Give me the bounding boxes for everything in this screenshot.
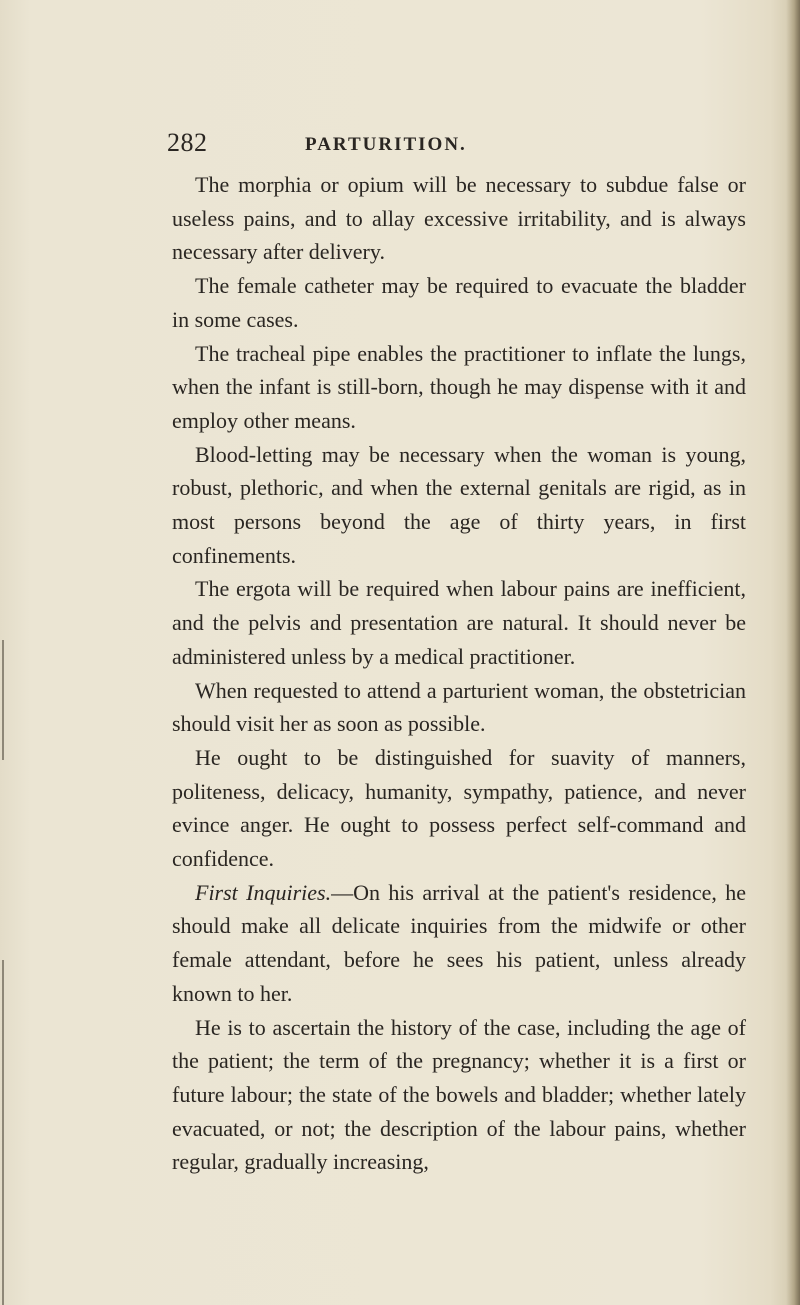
- page-edge-shadow: [786, 0, 800, 1305]
- paragraph-text: —On his arrival at the patient's residence, he should make all delicate inquiries from the midwife or other female attendant, before he sees his patient, unless already known to her.: [172, 879, 746, 1006]
- page-number: 282: [167, 128, 208, 157]
- paragraph: When requested to attend a parturient woman, the obstetrician should visit her as soon as possible.: [172, 677, 746, 737]
- left-margin-mark: [2, 640, 4, 760]
- paragraph: [172, 876, 746, 1011]
- paragraph: He is to ascertain the history of the case, including the age of the patient; the term of the pregnancy; whether it is a first or future labour; the state of the bowels and bladder; whether lately evacuated, or not; the description of the labour pains, whether regular, gradually increasing,: [172, 1014, 746, 1175]
- running-head: PARTURITION.: [305, 134, 467, 155]
- paragraph: Blood-letting may be necessary when the woman is young, robust, plethoric, and when the external genitals are rigid, as in most persons beyond the age of thirty years, in first confinements.: [172, 441, 746, 568]
- left-margin-mark: [2, 960, 4, 1305]
- paragraph: He ought to be distinguished for suavity of manners, politeness, delicacy, humanity, sympathy, patience, and never evince anger. He ought to possess perfect self-command and confidence.: [172, 744, 746, 872]
- paragraph: The morphia or opium will be necessary to subdue false or useless pains, and to allay excessive irritability, and is always necessary after delivery.: [172, 172, 746, 265]
- section-heading: First Inquiries.: [195, 879, 332, 905]
- body-text: [172, 168, 746, 1179]
- paragraph: The ergota will be required when labour pains are inefficient, and the pelvis and presentation are natural. It should never be administered unless by a medical practitioner.: [172, 576, 746, 669]
- paragraph: The female catheter may be required to evacuate the bladder in some cases.: [172, 273, 746, 332]
- page-header: [167, 128, 747, 160]
- paragraph: The tracheal pipe enables the practitioner to inflate the lungs, when the infant is still-born, though he may dispense with it and employ other means.: [172, 340, 746, 433]
